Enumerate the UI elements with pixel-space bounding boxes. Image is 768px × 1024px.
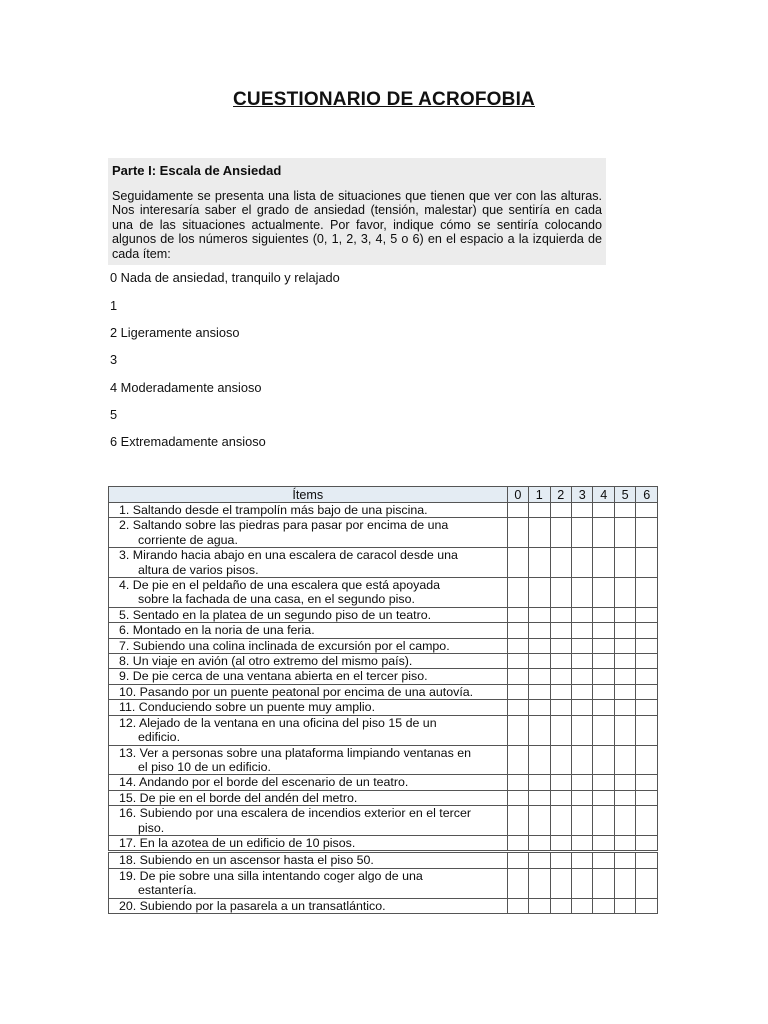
rating-cell-2[interactable] bbox=[550, 715, 571, 745]
item-line: 7. Subiendo una colina inclinada de excursión por el campo. bbox=[119, 638, 450, 653]
rating-cell-1[interactable] bbox=[529, 684, 550, 699]
rating-cell-5[interactable] bbox=[614, 898, 635, 913]
rating-cell-0[interactable] bbox=[507, 898, 528, 913]
rating-cell-0[interactable] bbox=[507, 852, 528, 868]
rating-cell-5[interactable] bbox=[614, 775, 635, 790]
item-text bbox=[109, 835, 508, 851]
rating-cell-2[interactable] bbox=[550, 684, 571, 699]
table-row bbox=[109, 868, 658, 898]
rating-cell-6[interactable] bbox=[636, 638, 658, 653]
instructions-paragraph: Seguidamente se presenta una lista de situaciones que tienen que ver con las alturas. Nos interesaría saber el grado de ansiedad (tensión, malestar) que sentiría en cada una de las situaciones actualmente. Por favor, indique cómo se sentiría colocando algunos de los números siguientes (0, 1, 2, 3, 4, 5 o 6) en el espacio a la izquierda de cada ítem: bbox=[112, 189, 602, 261]
rating-cell-2[interactable] bbox=[550, 518, 571, 548]
rating-cell-1[interactable] bbox=[529, 835, 550, 851]
rating-cell-3[interactable] bbox=[572, 775, 593, 790]
rating-cell-4[interactable] bbox=[593, 700, 614, 715]
rating-cell-4[interactable] bbox=[593, 775, 614, 790]
rating-cell-5[interactable] bbox=[614, 868, 635, 898]
rating-cell-0[interactable] bbox=[507, 806, 528, 836]
rating-cell-0[interactable] bbox=[507, 745, 528, 775]
column-header-5: 5 bbox=[614, 487, 635, 503]
rating-cell-2[interactable] bbox=[550, 868, 571, 898]
scale-item-3: 3 bbox=[110, 352, 118, 367]
table-row bbox=[109, 518, 658, 548]
rating-cell-5[interactable] bbox=[614, 654, 635, 669]
table-row bbox=[109, 548, 658, 578]
rating-cell-3[interactable] bbox=[572, 715, 593, 745]
column-header-0: 0 bbox=[507, 487, 528, 503]
item-text bbox=[109, 715, 508, 745]
rating-cell-4[interactable] bbox=[593, 684, 614, 699]
rating-cell-2[interactable] bbox=[550, 654, 571, 669]
rating-cell-1[interactable] bbox=[529, 790, 550, 805]
table-row bbox=[109, 607, 658, 622]
rating-cell-3[interactable] bbox=[572, 503, 593, 518]
rating-cell-1[interactable] bbox=[529, 806, 550, 836]
rating-cell-4[interactable] bbox=[593, 548, 614, 578]
rating-cell-2[interactable] bbox=[550, 548, 571, 578]
rating-cell-4[interactable] bbox=[593, 790, 614, 805]
rating-cell-2[interactable] bbox=[550, 503, 571, 518]
rating-cell-4[interactable] bbox=[593, 669, 614, 684]
document-title: CUESTIONARIO DE ACROFOBIA bbox=[233, 89, 535, 110]
rating-cell-2[interactable] bbox=[550, 852, 571, 868]
rating-cell-4[interactable] bbox=[593, 868, 614, 898]
rating-cell-0[interactable] bbox=[507, 669, 528, 684]
rating-cell-0[interactable] bbox=[507, 638, 528, 653]
rating-cell-6[interactable] bbox=[636, 868, 658, 898]
items-table-body bbox=[109, 503, 658, 914]
items-column-header: Ítems bbox=[109, 487, 508, 503]
rating-cell-3[interactable] bbox=[572, 578, 593, 608]
rating-cell-6[interactable] bbox=[636, 700, 658, 715]
rating-cell-0[interactable] bbox=[507, 548, 528, 578]
item-line: 3. Mirando hacia abajo en una escalera de caracol desde una bbox=[119, 548, 458, 563]
rating-cell-5[interactable] bbox=[614, 684, 635, 699]
item-text bbox=[109, 503, 508, 518]
rating-cell-3[interactable] bbox=[572, 852, 593, 868]
rating-cell-2[interactable] bbox=[550, 700, 571, 715]
scale-item-4: 4 Moderadamente ansioso bbox=[110, 380, 262, 395]
item-line: 17. En la azotea de un edificio de 10 pisos. bbox=[119, 835, 356, 850]
rating-cell-3[interactable] bbox=[572, 654, 593, 669]
item-line: 5. Sentado en la platea de un segundo piso de un teatro. bbox=[119, 607, 432, 622]
rating-cell-1[interactable] bbox=[529, 745, 550, 775]
rating-cell-4[interactable] bbox=[593, 745, 614, 775]
table-row bbox=[109, 503, 658, 518]
rating-cell-2[interactable] bbox=[550, 790, 571, 805]
item-text bbox=[109, 669, 508, 684]
item-line: 14. Andando por el borde del escenario de un teatro. bbox=[119, 775, 409, 790]
rating-cell-6[interactable] bbox=[636, 518, 658, 548]
rating-cell-5[interactable] bbox=[614, 852, 635, 868]
item-line: 6. Montado en la noria de una feria. bbox=[119, 623, 315, 638]
column-header-2: 2 bbox=[550, 487, 571, 503]
table-row bbox=[109, 623, 658, 638]
table-row bbox=[109, 852, 658, 868]
rating-cell-1[interactable] bbox=[529, 607, 550, 622]
item-line: 15. De pie en el borde del andén del metro. bbox=[119, 790, 358, 805]
rating-cell-5[interactable] bbox=[614, 623, 635, 638]
rating-cell-6[interactable] bbox=[636, 548, 658, 578]
item-text bbox=[109, 790, 508, 805]
rating-cell-6[interactable] bbox=[636, 898, 658, 913]
rating-cell-1[interactable] bbox=[529, 700, 550, 715]
rating-cell-1[interactable] bbox=[529, 669, 550, 684]
rating-cell-2[interactable] bbox=[550, 775, 571, 790]
rating-cell-5[interactable] bbox=[614, 548, 635, 578]
rating-cell-1[interactable] bbox=[529, 654, 550, 669]
rating-cell-5[interactable] bbox=[614, 578, 635, 608]
item-text bbox=[109, 684, 508, 699]
item-line: 18. Subiendo en un ascensor hasta el piso 50. bbox=[119, 853, 374, 868]
item-line: 1. Saltando desde el trampolín más bajo de una piscina. bbox=[119, 503, 428, 517]
rating-cell-2[interactable] bbox=[550, 607, 571, 622]
item-line: 20. Subiendo por la pasarela a un transatlántico. bbox=[119, 898, 386, 913]
table-row bbox=[109, 684, 658, 699]
table-row bbox=[109, 669, 658, 684]
rating-cell-3[interactable] bbox=[572, 835, 593, 851]
rating-cell-6[interactable] bbox=[636, 623, 658, 638]
item-line-continued: el piso 10 de un edificio. bbox=[138, 759, 271, 774]
rating-cell-3[interactable] bbox=[572, 669, 593, 684]
item-line-continued: corriente de agua. bbox=[138, 532, 238, 547]
item-line-continued: altura de varios pisos. bbox=[138, 562, 259, 577]
item-text bbox=[109, 700, 508, 715]
rating-cell-1[interactable] bbox=[529, 578, 550, 608]
rating-cell-3[interactable] bbox=[572, 518, 593, 548]
rating-cell-6[interactable] bbox=[636, 684, 658, 699]
rating-cell-3[interactable] bbox=[572, 638, 593, 653]
rating-cell-0[interactable] bbox=[507, 775, 528, 790]
rating-cell-5[interactable] bbox=[614, 700, 635, 715]
rating-cell-6[interactable] bbox=[636, 503, 658, 518]
rating-cell-5[interactable] bbox=[614, 518, 635, 548]
rating-cell-2[interactable] bbox=[550, 638, 571, 653]
part-heading: Parte I: Escala de Ansiedad bbox=[112, 163, 282, 178]
rating-cell-0[interactable] bbox=[507, 607, 528, 622]
item-line: 16. Subiendo por una escalera de incendios exterior en el tercer bbox=[119, 806, 471, 821]
item-line: 10. Pasando por un puente peatonal por encima de una autovía. bbox=[119, 684, 474, 699]
rating-cell-4[interactable] bbox=[593, 578, 614, 608]
rating-cell-4[interactable] bbox=[593, 638, 614, 653]
column-header-1: 1 bbox=[529, 487, 550, 503]
rating-cell-0[interactable] bbox=[507, 654, 528, 669]
rating-cell-6[interactable] bbox=[636, 745, 658, 775]
rating-cell-2[interactable] bbox=[550, 623, 571, 638]
rating-cell-5[interactable] bbox=[614, 715, 635, 745]
rating-cell-2[interactable] bbox=[550, 898, 571, 913]
rating-cell-6[interactable] bbox=[636, 806, 658, 836]
rating-cell-3[interactable] bbox=[572, 700, 593, 715]
column-header-4: 4 bbox=[593, 487, 614, 503]
item-line: 2. Saltando sobre las piedras para pasar por encima de una bbox=[119, 518, 449, 533]
rating-cell-3[interactable] bbox=[572, 623, 593, 638]
rating-cell-2[interactable] bbox=[550, 669, 571, 684]
rating-cell-4[interactable] bbox=[593, 835, 614, 851]
rating-cell-5[interactable] bbox=[614, 835, 635, 851]
table-row bbox=[109, 806, 658, 836]
table-row bbox=[109, 775, 658, 790]
table-row bbox=[109, 578, 658, 608]
item-line-continued: piso. bbox=[138, 820, 165, 835]
rating-cell-1[interactable] bbox=[529, 715, 550, 745]
table-row bbox=[109, 745, 658, 775]
rating-cell-0[interactable] bbox=[507, 578, 528, 608]
rating-cell-6[interactable] bbox=[636, 852, 658, 868]
rating-cell-1[interactable] bbox=[529, 775, 550, 790]
rating-cell-1[interactable] bbox=[529, 868, 550, 898]
table-row bbox=[109, 835, 658, 851]
column-header-6: 6 bbox=[636, 487, 658, 503]
item-text bbox=[109, 868, 508, 898]
item-text bbox=[109, 518, 508, 548]
scale-item-0: 0 Nada de ansiedad, tranquilo y relajado bbox=[110, 270, 340, 285]
rating-cell-4[interactable] bbox=[593, 503, 614, 518]
rating-cell-0[interactable] bbox=[507, 868, 528, 898]
rating-cell-4[interactable] bbox=[593, 518, 614, 548]
rating-cell-4[interactable] bbox=[593, 607, 614, 622]
item-text bbox=[109, 852, 508, 868]
part-one-section bbox=[108, 158, 606, 265]
rating-cell-3[interactable] bbox=[572, 806, 593, 836]
rating-cell-2[interactable] bbox=[550, 806, 571, 836]
rating-cell-3[interactable] bbox=[572, 607, 593, 622]
rating-cell-1[interactable] bbox=[529, 503, 550, 518]
item-line: 11. Conduciendo sobre un puente muy amplio. bbox=[119, 700, 376, 715]
rating-cell-4[interactable] bbox=[593, 898, 614, 913]
rating-cell-0[interactable] bbox=[507, 700, 528, 715]
item-line-continued: edificio. bbox=[138, 730, 181, 745]
column-header-3: 3 bbox=[572, 487, 593, 503]
item-text bbox=[109, 578, 508, 608]
item-line: 13. Ver a personas sobre una plataforma limpiando ventanas en bbox=[119, 745, 471, 760]
rating-cell-0[interactable] bbox=[507, 684, 528, 699]
rating-cell-5[interactable] bbox=[614, 638, 635, 653]
item-text bbox=[109, 745, 508, 775]
rating-cell-6[interactable] bbox=[636, 578, 658, 608]
rating-cell-1[interactable] bbox=[529, 548, 550, 578]
rating-cell-3[interactable] bbox=[572, 898, 593, 913]
scale-item-2: 2 Ligeramente ansioso bbox=[110, 325, 240, 340]
table-row bbox=[109, 715, 658, 745]
item-line: 19. De pie sobre una silla intentando coger algo de una bbox=[119, 868, 423, 883]
rating-cell-1[interactable] bbox=[529, 898, 550, 913]
rating-cell-5[interactable] bbox=[614, 806, 635, 836]
table-row bbox=[109, 790, 658, 805]
rating-cell-3[interactable] bbox=[572, 548, 593, 578]
rating-cell-5[interactable] bbox=[614, 745, 635, 775]
rating-cell-3[interactable] bbox=[572, 684, 593, 699]
rating-cell-3[interactable] bbox=[572, 790, 593, 805]
rating-cell-0[interactable] bbox=[507, 715, 528, 745]
item-text bbox=[109, 638, 508, 653]
rating-cell-0[interactable] bbox=[507, 503, 528, 518]
item-line-continued: sobre la fachada de una casa, en el segundo piso. bbox=[138, 592, 415, 607]
item-text bbox=[109, 806, 508, 836]
rating-cell-6[interactable] bbox=[636, 607, 658, 622]
rating-cell-4[interactable] bbox=[593, 852, 614, 868]
rating-cell-6[interactable] bbox=[636, 669, 658, 684]
item-line: 4. De pie en el peldaño de una escalera que está apoyada bbox=[119, 578, 441, 593]
item-line: 9. De pie cerca de una ventana abierta en el tercer piso. bbox=[119, 669, 428, 684]
rating-cell-3[interactable] bbox=[572, 745, 593, 775]
table-row bbox=[109, 898, 658, 913]
scale-item-1: 1 bbox=[110, 298, 118, 313]
item-text bbox=[109, 623, 508, 638]
table-row bbox=[109, 654, 658, 669]
rating-cell-6[interactable] bbox=[636, 715, 658, 745]
rating-cell-5[interactable] bbox=[614, 790, 635, 805]
rating-cell-2[interactable] bbox=[550, 835, 571, 851]
item-text bbox=[109, 548, 508, 578]
scale-item-5: 5 bbox=[110, 407, 118, 422]
item-text bbox=[109, 898, 508, 913]
item-text bbox=[109, 654, 508, 669]
table-row bbox=[109, 638, 658, 653]
rating-cell-1[interactable] bbox=[529, 518, 550, 548]
rating-cell-5[interactable] bbox=[614, 503, 635, 518]
rating-cell-1[interactable] bbox=[529, 623, 550, 638]
table-header-row bbox=[109, 487, 658, 503]
rating-cell-6[interactable] bbox=[636, 654, 658, 669]
rating-cell-0[interactable] bbox=[507, 835, 528, 851]
rating-cell-3[interactable] bbox=[572, 868, 593, 898]
item-line-continued: estantería. bbox=[138, 883, 197, 898]
rating-cell-5[interactable] bbox=[614, 669, 635, 684]
rating-cell-4[interactable] bbox=[593, 623, 614, 638]
rating-cell-1[interactable] bbox=[529, 852, 550, 868]
item-text bbox=[109, 775, 508, 790]
rating-cell-4[interactable] bbox=[593, 715, 614, 745]
table-row bbox=[109, 700, 658, 715]
items-table bbox=[108, 486, 658, 914]
rating-cell-6[interactable] bbox=[636, 775, 658, 790]
item-text bbox=[109, 607, 508, 622]
rating-cell-2[interactable] bbox=[550, 578, 571, 608]
rating-cell-4[interactable] bbox=[593, 806, 614, 836]
rating-cell-6[interactable] bbox=[636, 790, 658, 805]
rating-cell-6[interactable] bbox=[636, 835, 658, 851]
rating-cell-4[interactable] bbox=[593, 654, 614, 669]
rating-cell-1[interactable] bbox=[529, 638, 550, 653]
item-line: 12. Alejado de la ventana en una oficina del piso 15 de un bbox=[119, 715, 437, 730]
item-line: 8. Un viaje en avión (al otro extremo del mismo país). bbox=[119, 654, 413, 669]
rating-cell-0[interactable] bbox=[507, 518, 528, 548]
scale-item-6: 6 Extremadamente ansioso bbox=[110, 434, 266, 449]
rating-cell-2[interactable] bbox=[550, 745, 571, 775]
rating-cell-0[interactable] bbox=[507, 623, 528, 638]
rating-cell-5[interactable] bbox=[614, 607, 635, 622]
rating-cell-0[interactable] bbox=[507, 790, 528, 805]
